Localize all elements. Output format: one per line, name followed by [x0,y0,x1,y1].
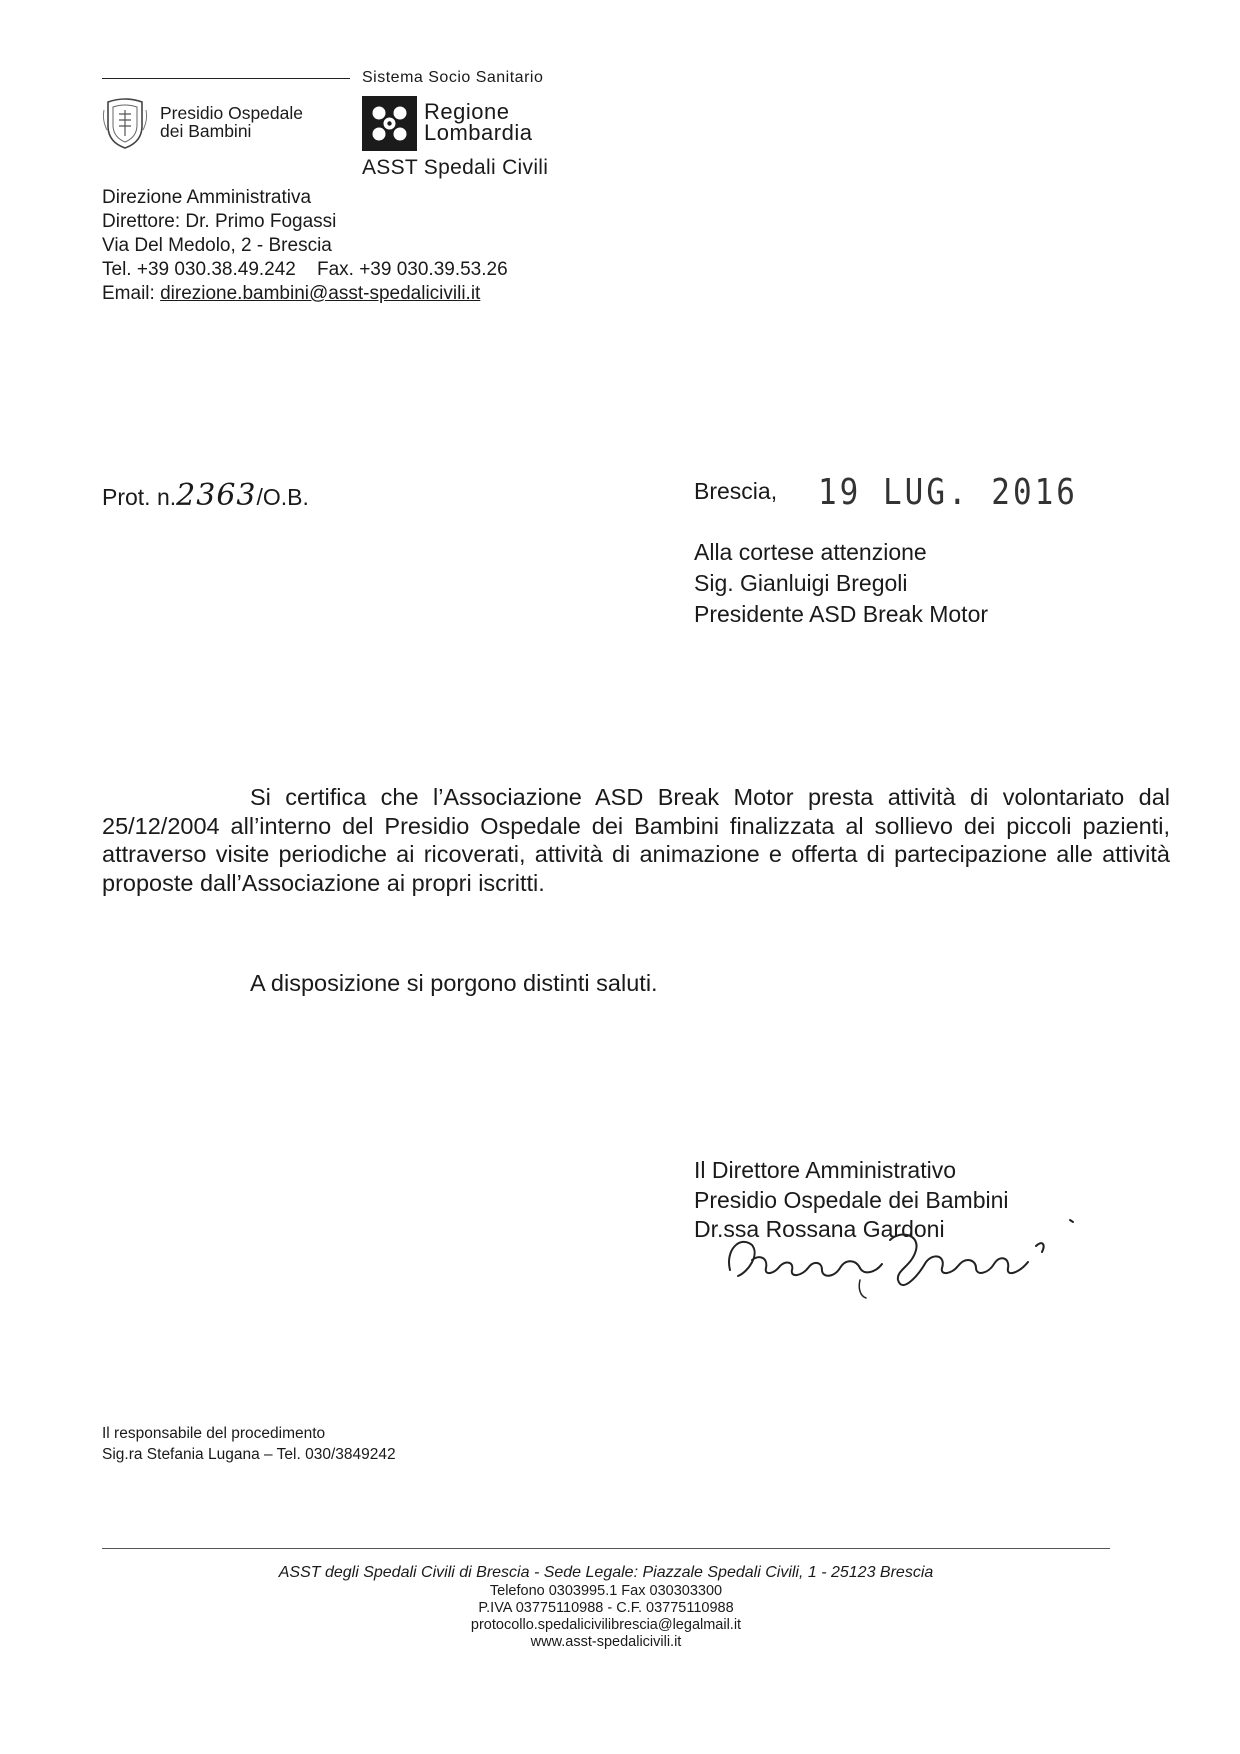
footer-vat: P.IVA 03775110988 - C.F. 03775110988 [478,1600,734,1616]
footer-website[interactable]: www.asst-spedalicivili.it [530,1634,682,1650]
presidio-logo-text [160,104,303,140]
responsabile-block [102,1423,396,1465]
crest-logo-icon [102,96,148,150]
date-stamp: 19 LUG. 2016 [818,472,1078,514]
footer-phone: Telefono 0303995.1 Fax 030303300 [489,1583,723,1599]
direttore-name: Direttore: Dr. Primo Fogassi [102,211,337,232]
regione-logo-text [424,101,532,143]
direzione-block [102,186,508,306]
asst-label: ASST Spedali Civili [362,156,549,179]
direzione-address: Via Del Medolo, 2 - Brescia [102,235,332,256]
footer-rule [102,1548,1110,1549]
closing-salutation: A disposizione si porgono distinti saluti. [250,970,658,996]
certification-paragraph: Si certifica che l’Associazione ASD Break Motor presta attività di volontariato dal 25/12/2004 all’interno del Presidio Ospedale dei Bambini finalizzata al sollievo dei piccoli pazienti, attraverso visite periodiche ai ricoverati, attività di animazione e offerta di partecipazione alle attività proposte dall’Associazione ai propri iscritti. [102,784,1170,896]
protocol-number [102,478,309,513]
email-link[interactable]: direzione.bambini@asst-spedalicivili.it [160,283,481,304]
footer-pec-email[interactable]: protocollo.spedalicivilibrescia@legalmail.it [470,1617,742,1633]
regione-line-1: Regione [424,99,510,124]
recipient-block [694,537,988,630]
signatory-name: Dr.ssa Rossana Gardoni [694,1216,945,1242]
direzione-fax: Fax. +39 030.39.53.26 [316,259,508,280]
regione-lombardia-logo-icon [362,96,417,151]
regione-line-2: Lombardia [424,120,533,145]
direzione-email-row [102,282,508,306]
footer [102,1563,1110,1651]
protocol-suffix: /O.B. [256,484,309,510]
presidio-line-2: dei Bambini [160,121,252,141]
protocol-prefix: Prot. n. [102,484,177,510]
date-place: Brescia, [694,478,778,504]
responsabile-contact: Sig.ra Stefania Lugana – Tel. 030/3849242 [102,1446,396,1463]
handwritten-signature-icon [690,1210,1130,1300]
responsabile-title: Il responsabile del procedimento [102,1425,326,1442]
presidio-line-1: Presidio Ospedale [160,103,303,123]
direzione-phone-row [102,258,508,282]
header-rule [102,78,350,79]
sistema-label: Sistema Socio Sanitario [362,69,544,86]
recipient-line-1: Alla cortese attenzione [694,539,927,565]
email-label: Email: [102,283,161,304]
signatory-title: Il Direttore Amministrativo [694,1157,957,1183]
recipient-line-2: Sig. Gianluigi Bregoli [694,570,908,596]
direzione-tel: Tel. +39 030.38.49.242 [102,259,296,280]
protocol-handwritten-number: 2363 [176,478,257,513]
direzione-title: Direzione Amministrativa [102,187,312,208]
signatory-office: Presidio Ospedale dei Bambini [694,1186,1009,1213]
footer-legal-address: ASST degli Spedali Civili di Brescia - Sede Legale: Piazzale Spedali Civili, 1 - 25123 Brescia [278,1564,934,1581]
recipient-line-3: Presidente ASD Break Motor [694,601,989,627]
